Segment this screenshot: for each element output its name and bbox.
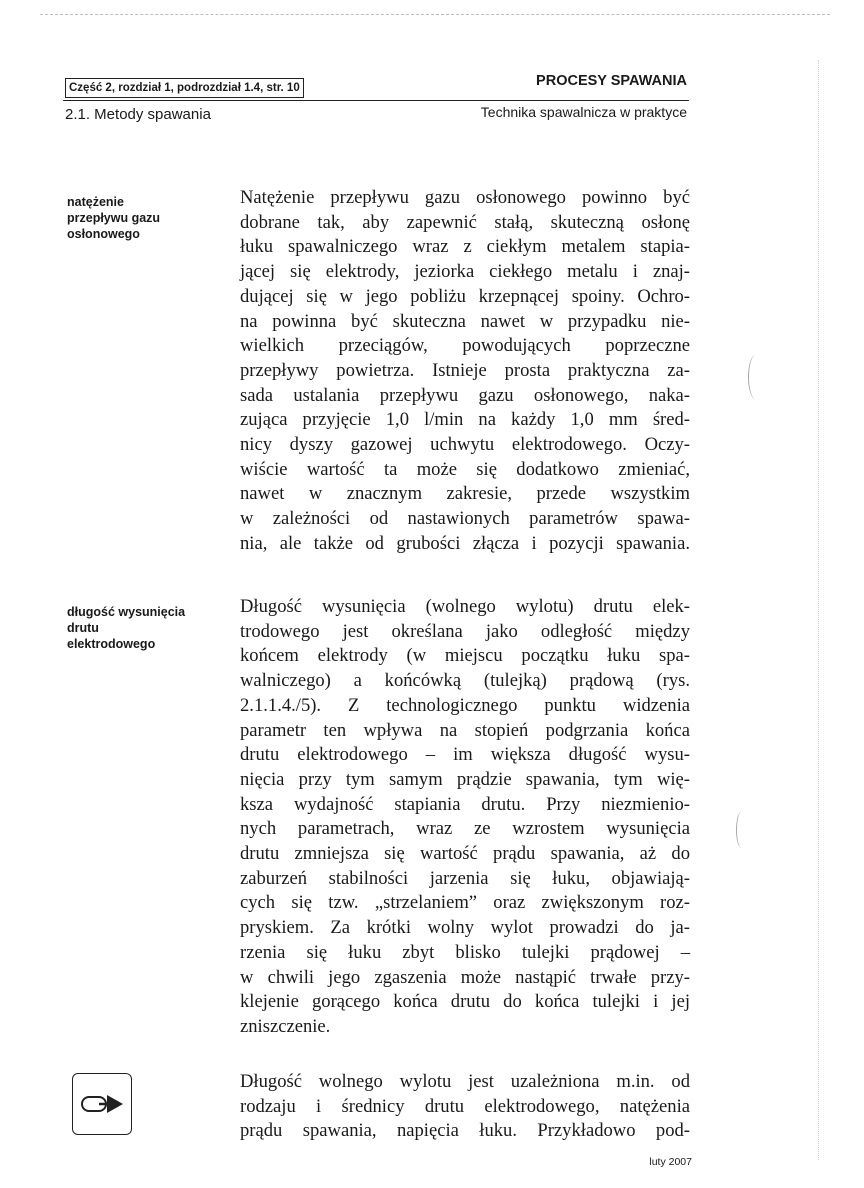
chapter-title: 2.1. Metody spawania [65,106,211,123]
text-line: pryskiem. Za krótki wolny wylot prowadzi do ja- [240,917,690,939]
text-line: nawet w znacznym zakresie, przede wszystkim [240,483,690,505]
text-line: ksza wydajność stapiania drutu. Przy niezmienio- [240,793,690,815]
binder-hole-mark [736,812,747,848]
binder-hole-mark [748,355,763,399]
margin-note-wire-extension [67,604,229,652]
text-line: 2.1.1.4./5). Z technologicznego punktu widzenia [240,694,690,716]
text-line: nięcia przy tym samym prądzie spawania, tym wię- [240,768,690,790]
text-line: rzenia się łuku zbyt blisko tulejki prądowej – [240,941,690,963]
text-line: klejenie gorącego końca drutu do końca tulejki i jej [240,991,690,1013]
margin-note-line: natężenie [67,195,124,209]
text-line: cych się tzw. „strzelaniem” oraz zwiększonym roz- [240,892,690,914]
text-line: nicy dyszy gazowej uchwytu elektrodowego. Oczy- [240,434,690,456]
paragraph-wire-extension [240,595,690,1040]
text-line: trodowego jest określana jako odległość między [240,620,690,642]
text-line: Natężenie przepływu gazu osłonowego powinno być [240,187,690,208]
text-line: wielkich przeciągów, powodujących poprzeczne [240,335,690,357]
footer-date: luty 2007 [649,1156,692,1168]
text-line: w chwili jego zgaszenia może nastąpić trwałe przy- [240,966,690,988]
section-title: PROCESY SPAWANIA [536,73,687,89]
text-line: przepływy powietrza. Istnieje prosta praktyczna za- [240,359,690,381]
margin-note-line: długość wysunięcia [67,605,186,619]
paragraph-wire-extension-dependence [240,1070,690,1144]
text-line: końcem elektrody (w miejscu początku łuku spa- [240,645,690,667]
text-line: wiście wartość ta może się dodatkowo zmieniać, [240,458,690,480]
text-line: zniszczenie. [240,1015,331,1037]
breadcrumb: Część 2, rozdział 1, podrozdział 1.4, str. 10 [65,78,304,98]
publication-title: Technika spawalnicza w praktyce [480,104,687,120]
text-line: łuku spawalniczego wraz z ciekłym metalem stapia- [240,236,690,258]
text-line: dobrane tak, aby zapewnić stałą, skuteczną osłonę [240,211,690,233]
margin-note-line: przepływu gazu [67,211,161,225]
text-line: walniczego) a końcówką (tulejką) prądową (rys. [240,670,690,692]
text-line: nych parametrach, wraz ze wzrostem wysunięcia [240,818,690,840]
text-line: nia, ale także od grubości złącza i pozycji spawania. [240,532,690,554]
text-line: zująca przyjęcie 1,0 l/min na każdy 1,0 mm śred- [240,409,690,431]
text-line: rodzaju i średnicy drutu elektrodowego, natężenia [240,1095,690,1117]
text-line: jącej się elektrody, jeziorka ciekłego metalu i znaj- [240,261,690,283]
text-line: prądu spawania, napięcia łuku. Przykładowo pod- [240,1120,690,1142]
cross-reference-arrow-icon [72,1073,132,1135]
paragraph-gas-flow [240,186,690,557]
text-line: na powinna być skuteczna nawet w przypadku nie- [240,310,690,332]
header-divider [63,100,689,101]
scan-top-edge [40,14,830,15]
margin-note-line: elektrodowego [67,637,156,651]
text-line: zaburzeń stabilności jarzenia się łuku, objawiają- [240,867,690,889]
scan-right-edge [818,60,819,1160]
text-line: drutu elektrodowego – im większa długość wysu- [240,744,690,766]
text-line: sada ustalania przepływu gazu osłonowego, naka- [240,384,690,406]
text-line: Długość wolnego wylotu jest uzależniona m.in. od [240,1071,690,1092]
margin-note-gas-flow [67,194,229,242]
margin-note-line: drutu [67,621,99,635]
margin-note-line: osłonowego [67,227,140,241]
text-line: drutu zmniejsza się wartość prądu spawania, aż do [240,843,690,865]
text-line: parametr ten wpływa na stopień podgrzania końca [240,719,690,741]
text-line: dującej się w jego pobliżu krzepnącej spoiny. Ochro- [240,285,690,307]
text-line: Długość wysunięcia (wolnego wylotu) drutu elek- [240,596,690,617]
text-line: w zależności od nastawionych parametrów spawa- [240,508,690,530]
